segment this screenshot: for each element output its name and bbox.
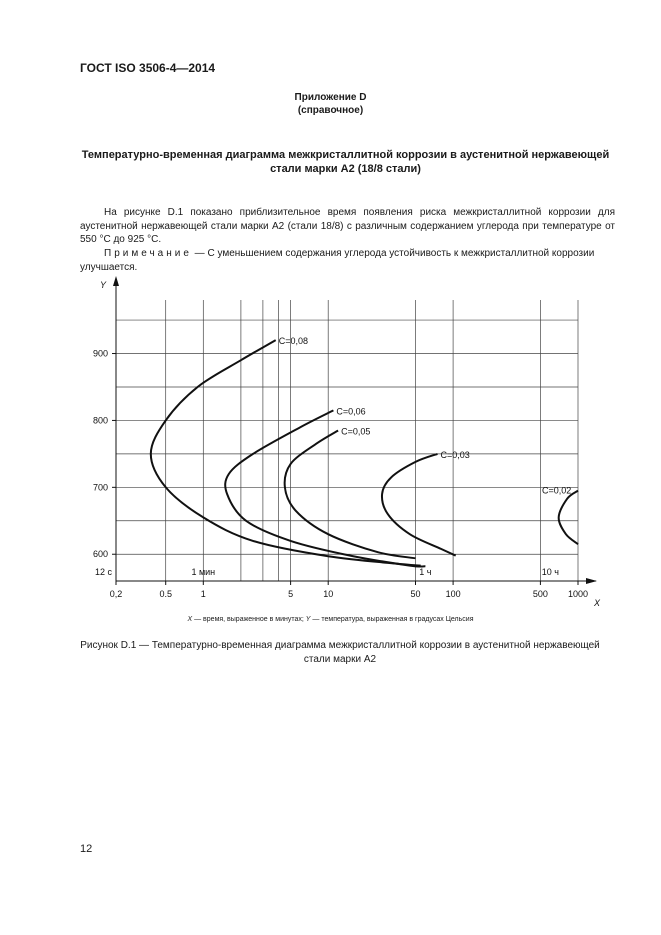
legend-y-symbol: Y (305, 616, 311, 623)
time-marker-label: 1 мин (191, 567, 216, 577)
legend-x-symbol: X (187, 616, 193, 623)
series-curve (559, 491, 578, 545)
chart-container (0, 270, 661, 620)
x-tick-label: 500 (532, 589, 548, 599)
series-label: С=0,02 (542, 485, 572, 496)
series-label: С=0,03 (440, 449, 470, 460)
figure-caption: Рисунок D.1 — Температурно-временная диаграмма межкристаллитной коррозии в аустенитной нержавеющей стали марки А2 (80, 640, 600, 665)
annex-subtitle: (справочное) (297, 105, 364, 116)
x-tick-label: 0,2 (109, 589, 123, 599)
series-label: С=0,08 (278, 336, 308, 347)
note-text: — С уменьшением содержания углерода устойчивость к межкристаллитной коррозии улучшается. (80, 248, 595, 273)
y-tick-label: 600 (92, 549, 108, 560)
ttt-chart (0, 270, 661, 615)
time-marker-label: 12 с (94, 567, 112, 577)
series-curve (285, 431, 416, 559)
document-code: ГОСТ ISO 3506-4—2014 (80, 61, 216, 75)
y-tick-label: 700 (92, 482, 108, 493)
series-curve (382, 454, 456, 556)
section-title: Температурно-временная диаграмма межкристаллитной коррозии в аустенитной нержавеющей стали марки А2 (18/8 стали) (81, 149, 610, 175)
time-marker-label: 10 ч (541, 567, 559, 577)
note-label: Примечание (104, 248, 192, 259)
y-tick-label: 900 (92, 348, 108, 359)
x-tick-label: 5 (288, 589, 294, 599)
annex-title: Приложение D (294, 92, 367, 103)
x-axis-arrow (586, 578, 597, 584)
y-axis-label: Y (100, 280, 107, 290)
body-paragraph: На рисунке D.1 показано приблизительное время появления риска межкристаллитной коррозии для аустенитной нержавеющей стали марки А2 (стали 18/8) с различным содержанием углерода при температуре от 550 °С до 925 °С. (80, 207, 615, 245)
figure-legend (0, 616, 661, 623)
y-axis-arrow (113, 276, 119, 286)
x-tick-label: 1000 (567, 589, 589, 599)
series-curve (151, 340, 421, 565)
x-tick-label: 1 (200, 589, 206, 599)
x-axis-label: X (594, 598, 601, 608)
time-marker-label: 1 ч (419, 567, 432, 577)
x-tick-label: 0.5 (159, 589, 172, 599)
x-tick-label: 10 (323, 589, 334, 599)
x-tick-label: 100 (445, 589, 461, 599)
legend-x-text: — время, выраженное в минутах; (192, 616, 306, 623)
page-number: 12 (80, 843, 93, 855)
series-label: С=0,06 (336, 406, 366, 417)
legend-y-text: — температура, выраженная в градусах Цельсия (310, 616, 474, 623)
series-label: С=0,05 (341, 426, 371, 437)
series-curve (225, 410, 425, 566)
y-tick-label: 800 (92, 415, 108, 426)
x-tick-label: 50 (410, 589, 421, 599)
